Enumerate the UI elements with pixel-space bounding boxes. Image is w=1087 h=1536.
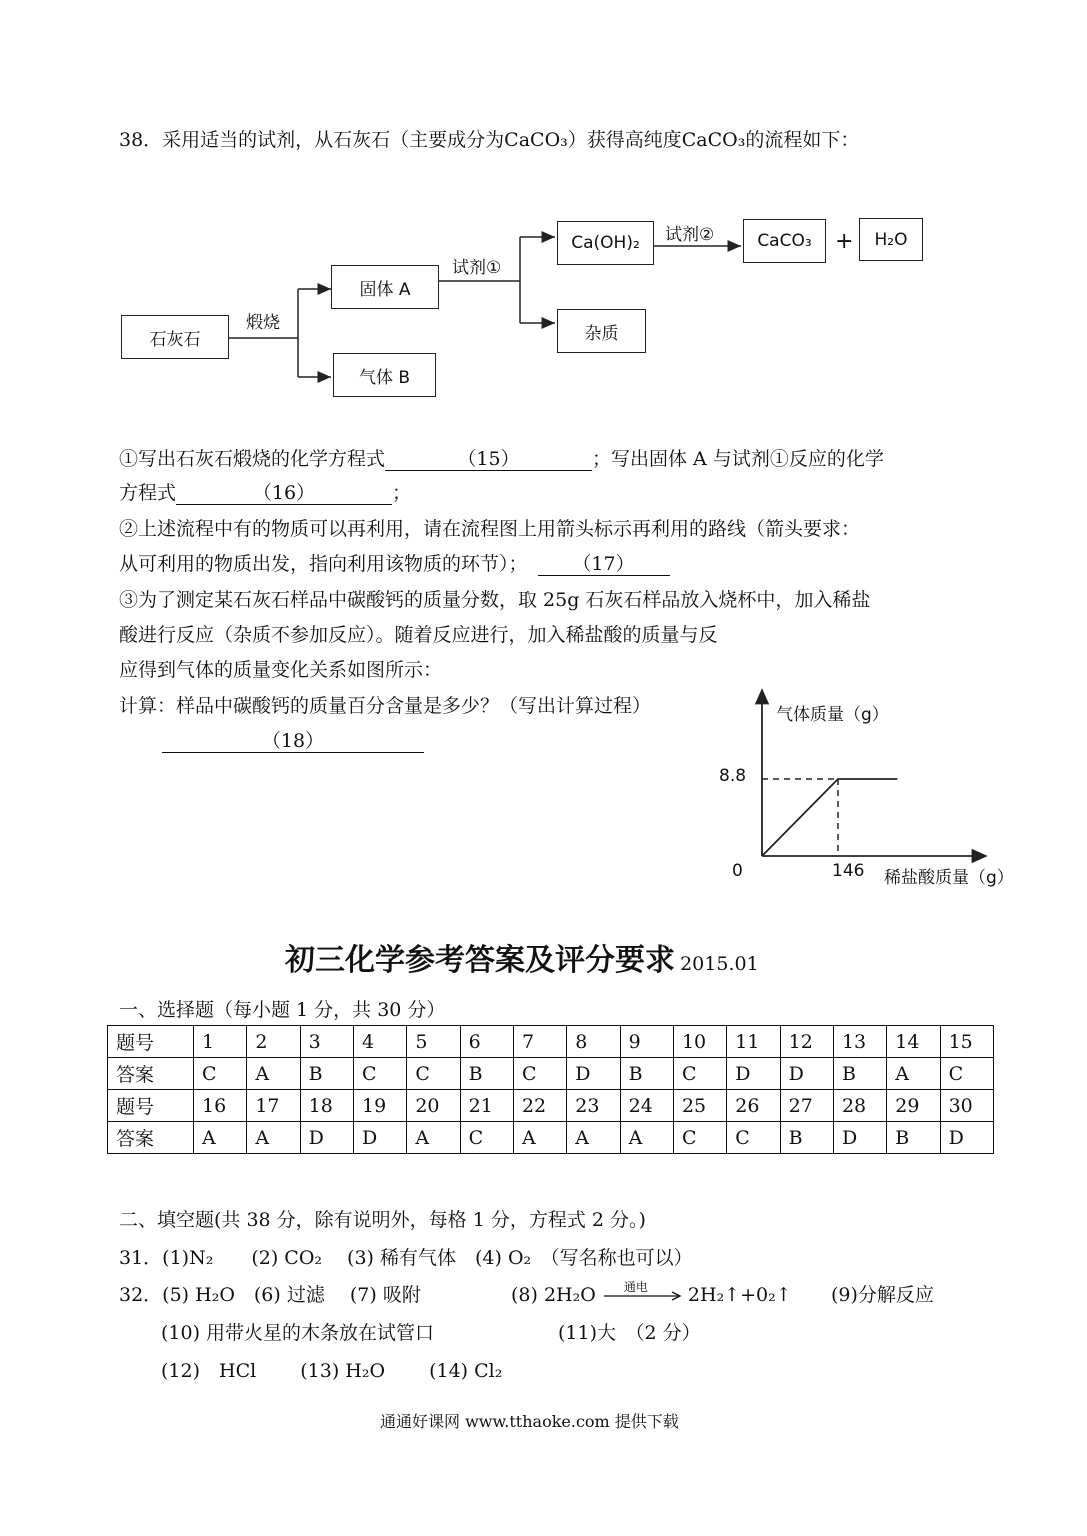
table-cell: 3 bbox=[300, 1026, 353, 1058]
table-cell: A bbox=[247, 1122, 300, 1154]
q32-part-10: (10) 用带火星的木条放在试管口 bbox=[161, 1322, 435, 1344]
blank-16[interactable]: （16） bbox=[176, 482, 392, 505]
q38-part3-line2: 酸进行反应（杂质不参加反应）。随着反应进行，加入稀盐酸的质量与反 bbox=[119, 624, 718, 646]
answers-date: 2015.01 bbox=[680, 953, 759, 975]
q38-part1-line2 bbox=[119, 481, 411, 505]
table-cell: D bbox=[353, 1122, 406, 1154]
table-cell: 25 bbox=[673, 1090, 726, 1122]
table-cell: 20 bbox=[407, 1090, 460, 1122]
table-cell: 28 bbox=[833, 1090, 886, 1122]
table-cell: 18 bbox=[300, 1090, 353, 1122]
reagent1-label: 试剂① bbox=[452, 258, 502, 278]
q31-answer: 31．(1)N₂ (2) CO₂ (3) 稀有气体 (4) O₂ （写名称也可以） bbox=[119, 1247, 693, 1269]
table-cell: 19 bbox=[353, 1090, 406, 1122]
table-cell: C bbox=[194, 1058, 247, 1090]
table-cell: 6 bbox=[460, 1026, 513, 1058]
table-row bbox=[108, 1090, 994, 1122]
eq-left: (8) 2H₂O bbox=[511, 1284, 596, 1306]
reagent2-label: 试剂② bbox=[665, 225, 715, 245]
table-cell: 11 bbox=[727, 1026, 780, 1058]
part2-text-b: 从可利用的物质出发，指向利用该物质的环节）； bbox=[119, 553, 528, 575]
table-cell: A bbox=[620, 1122, 673, 1154]
table-cell: B bbox=[833, 1058, 886, 1090]
q32-equation bbox=[511, 1280, 792, 1307]
table-cell: B bbox=[887, 1122, 940, 1154]
table-cell: 29 bbox=[887, 1090, 940, 1122]
q38-part2-line2 bbox=[119, 552, 670, 576]
solid-a-label: 固体 A bbox=[359, 279, 411, 300]
blank-18[interactable]: （18） bbox=[162, 730, 424, 753]
table-cell: A bbox=[194, 1122, 247, 1154]
q32-part-11: (11)大 （2 分） bbox=[558, 1322, 701, 1344]
table-cell: 24 bbox=[620, 1090, 673, 1122]
table-cell: C bbox=[727, 1122, 780, 1154]
eq-condition: 通电 bbox=[623, 1280, 648, 1294]
q38-stem: 38．采用适当的试剂，从石灰石（主要成分为CaCO₃）获得高纯度CaCO₃的流程如下： bbox=[119, 129, 860, 151]
table-cell: C bbox=[940, 1058, 993, 1090]
gas-b-box bbox=[333, 353, 436, 397]
table-cell: B bbox=[460, 1058, 513, 1090]
q38-part3-line4: 计算：样品中碳酸钙的质量百分含量是多少？（写出计算过程） bbox=[119, 695, 652, 717]
table-cell: 8 bbox=[567, 1026, 620, 1058]
table-cell: 1 bbox=[194, 1026, 247, 1058]
table-cell: 4 bbox=[353, 1026, 406, 1058]
table-cell: C bbox=[673, 1058, 726, 1090]
x-tick-label: 146 bbox=[832, 861, 865, 881]
table-cell: C bbox=[673, 1122, 726, 1154]
impurity-label: 杂质 bbox=[584, 323, 619, 344]
table-cell: 23 bbox=[567, 1090, 620, 1122]
table-cell: A bbox=[567, 1122, 620, 1154]
table-cell: D bbox=[727, 1058, 780, 1090]
table-cell: D bbox=[833, 1122, 886, 1154]
caco3-box bbox=[743, 219, 826, 263]
table-cell: 15 bbox=[940, 1026, 993, 1058]
gas-b-label: 气体 B bbox=[358, 367, 411, 388]
table-cell: B bbox=[300, 1058, 353, 1090]
q38-part3-line3: 应得到气体的质量变化关系如图所示： bbox=[119, 659, 443, 681]
table-row-header: 题号 bbox=[108, 1026, 194, 1058]
blank-15[interactable]: （15） bbox=[385, 448, 592, 471]
table-cell: 7 bbox=[513, 1026, 566, 1058]
table-cell: 12 bbox=[780, 1026, 833, 1058]
q38-part2-line1: ②上述流程中有的物质可以再利用，请在流程图上用箭头标示再利用的路线（箭头要求： bbox=[119, 518, 861, 540]
answers-title: 初三化学参考答案及评分要求 bbox=[285, 943, 675, 978]
y-axis-label: 气体质量（g） bbox=[776, 705, 889, 725]
x-axis-label: 稀盐酸质量（g） bbox=[884, 868, 1014, 888]
blank-17[interactable]: （17） bbox=[538, 553, 670, 576]
table-cell: 14 bbox=[887, 1026, 940, 1058]
limestone-box bbox=[121, 315, 229, 359]
eq-arrow bbox=[602, 1280, 682, 1307]
origin-label: 0 bbox=[732, 861, 743, 881]
y-tick-label: 8.8 bbox=[719, 766, 747, 786]
table-cell: A bbox=[513, 1122, 566, 1154]
q32-part-9: (9)分解反应 bbox=[831, 1284, 934, 1306]
table-cell: 5 bbox=[407, 1026, 460, 1058]
table-cell: 2 bbox=[247, 1026, 300, 1058]
impurity-box bbox=[557, 309, 646, 353]
q32-part-a: 32．(5) H₂O (6) 过滤 (7) 吸附 bbox=[119, 1284, 421, 1306]
table-cell: 13 bbox=[833, 1026, 886, 1058]
q32-line1 bbox=[119, 1283, 421, 1307]
table-cell: 9 bbox=[620, 1026, 673, 1058]
table-cell: 21 bbox=[460, 1090, 513, 1122]
caco3-label: CaCO₃ bbox=[757, 231, 812, 251]
part1-text-d: ； bbox=[392, 482, 412, 504]
part1-text-a: ①写出石灰石煅烧的化学方程式 bbox=[119, 448, 386, 470]
table-cell: C bbox=[513, 1058, 566, 1090]
solid-a-box bbox=[331, 265, 439, 309]
table-cell: 27 bbox=[780, 1090, 833, 1122]
table-row-header: 答案 bbox=[108, 1122, 194, 1154]
table-cell: 10 bbox=[673, 1026, 726, 1058]
table-row-header: 答案 bbox=[108, 1058, 194, 1090]
table-cell: 26 bbox=[727, 1090, 780, 1122]
table-cell: B bbox=[620, 1058, 673, 1090]
table-cell: 30 bbox=[940, 1090, 993, 1122]
limestone-label: 石灰石 bbox=[149, 329, 201, 350]
table-row bbox=[108, 1122, 994, 1154]
table-row-header: 题号 bbox=[108, 1090, 194, 1122]
table-cell: D bbox=[567, 1058, 620, 1090]
table-cell: C bbox=[353, 1058, 406, 1090]
answers-heading bbox=[285, 935, 759, 979]
table-row bbox=[108, 1026, 994, 1058]
h2o-label: H₂O bbox=[874, 229, 908, 250]
eq-right: 2H₂↑+0₂↑ bbox=[687, 1284, 792, 1306]
section2-heading: 二、填空题(共 38 分，除有说明外，每格 1 分，方程式 2 分。) bbox=[119, 1209, 646, 1231]
table-cell: C bbox=[460, 1122, 513, 1154]
part1-text-b: ；写出固体 A 与试剂①反应的化学 bbox=[592, 448, 884, 470]
q38-blank18-line bbox=[162, 729, 424, 753]
table-cell: 17 bbox=[247, 1090, 300, 1122]
table-cell: A bbox=[407, 1122, 460, 1154]
caoh2-box bbox=[557, 221, 654, 265]
table-cell: 16 bbox=[194, 1090, 247, 1122]
table-cell: B bbox=[780, 1122, 833, 1154]
q32-part-12-14: (12) HCl (13) H₂O (14) Cl₂ bbox=[161, 1360, 503, 1382]
section1-heading: 一、选择题（每小题 1 分，共 30 分） bbox=[119, 999, 446, 1021]
table-cell: 22 bbox=[513, 1090, 566, 1122]
part1-text-c: 方程式 bbox=[119, 482, 177, 504]
table-cell: A bbox=[247, 1058, 300, 1090]
q38-part3-line1: ③为了测定某石灰石样品中碳酸钙的质量分数，取 25g 石灰石样品放入烧杯中，加入稀盐 bbox=[119, 589, 871, 611]
plus-sign: + bbox=[835, 229, 854, 254]
table-cell: D bbox=[940, 1122, 993, 1154]
table-cell: C bbox=[407, 1058, 460, 1090]
table-cell: D bbox=[300, 1122, 353, 1154]
caoh2-label: Ca(OH)₂ bbox=[571, 233, 640, 253]
table-cell: A bbox=[887, 1058, 940, 1090]
footer-credit: 通通好课网 www.tthaoke.com 提供下载 bbox=[380, 1412, 679, 1431]
table-row bbox=[108, 1058, 994, 1090]
table-cell: D bbox=[780, 1058, 833, 1090]
answer-table bbox=[107, 1025, 994, 1154]
series-line bbox=[762, 779, 897, 856]
h2o-box bbox=[859, 218, 923, 261]
calcine-label: 煅烧 bbox=[246, 313, 280, 333]
q38-part1-line1 bbox=[119, 447, 884, 471]
